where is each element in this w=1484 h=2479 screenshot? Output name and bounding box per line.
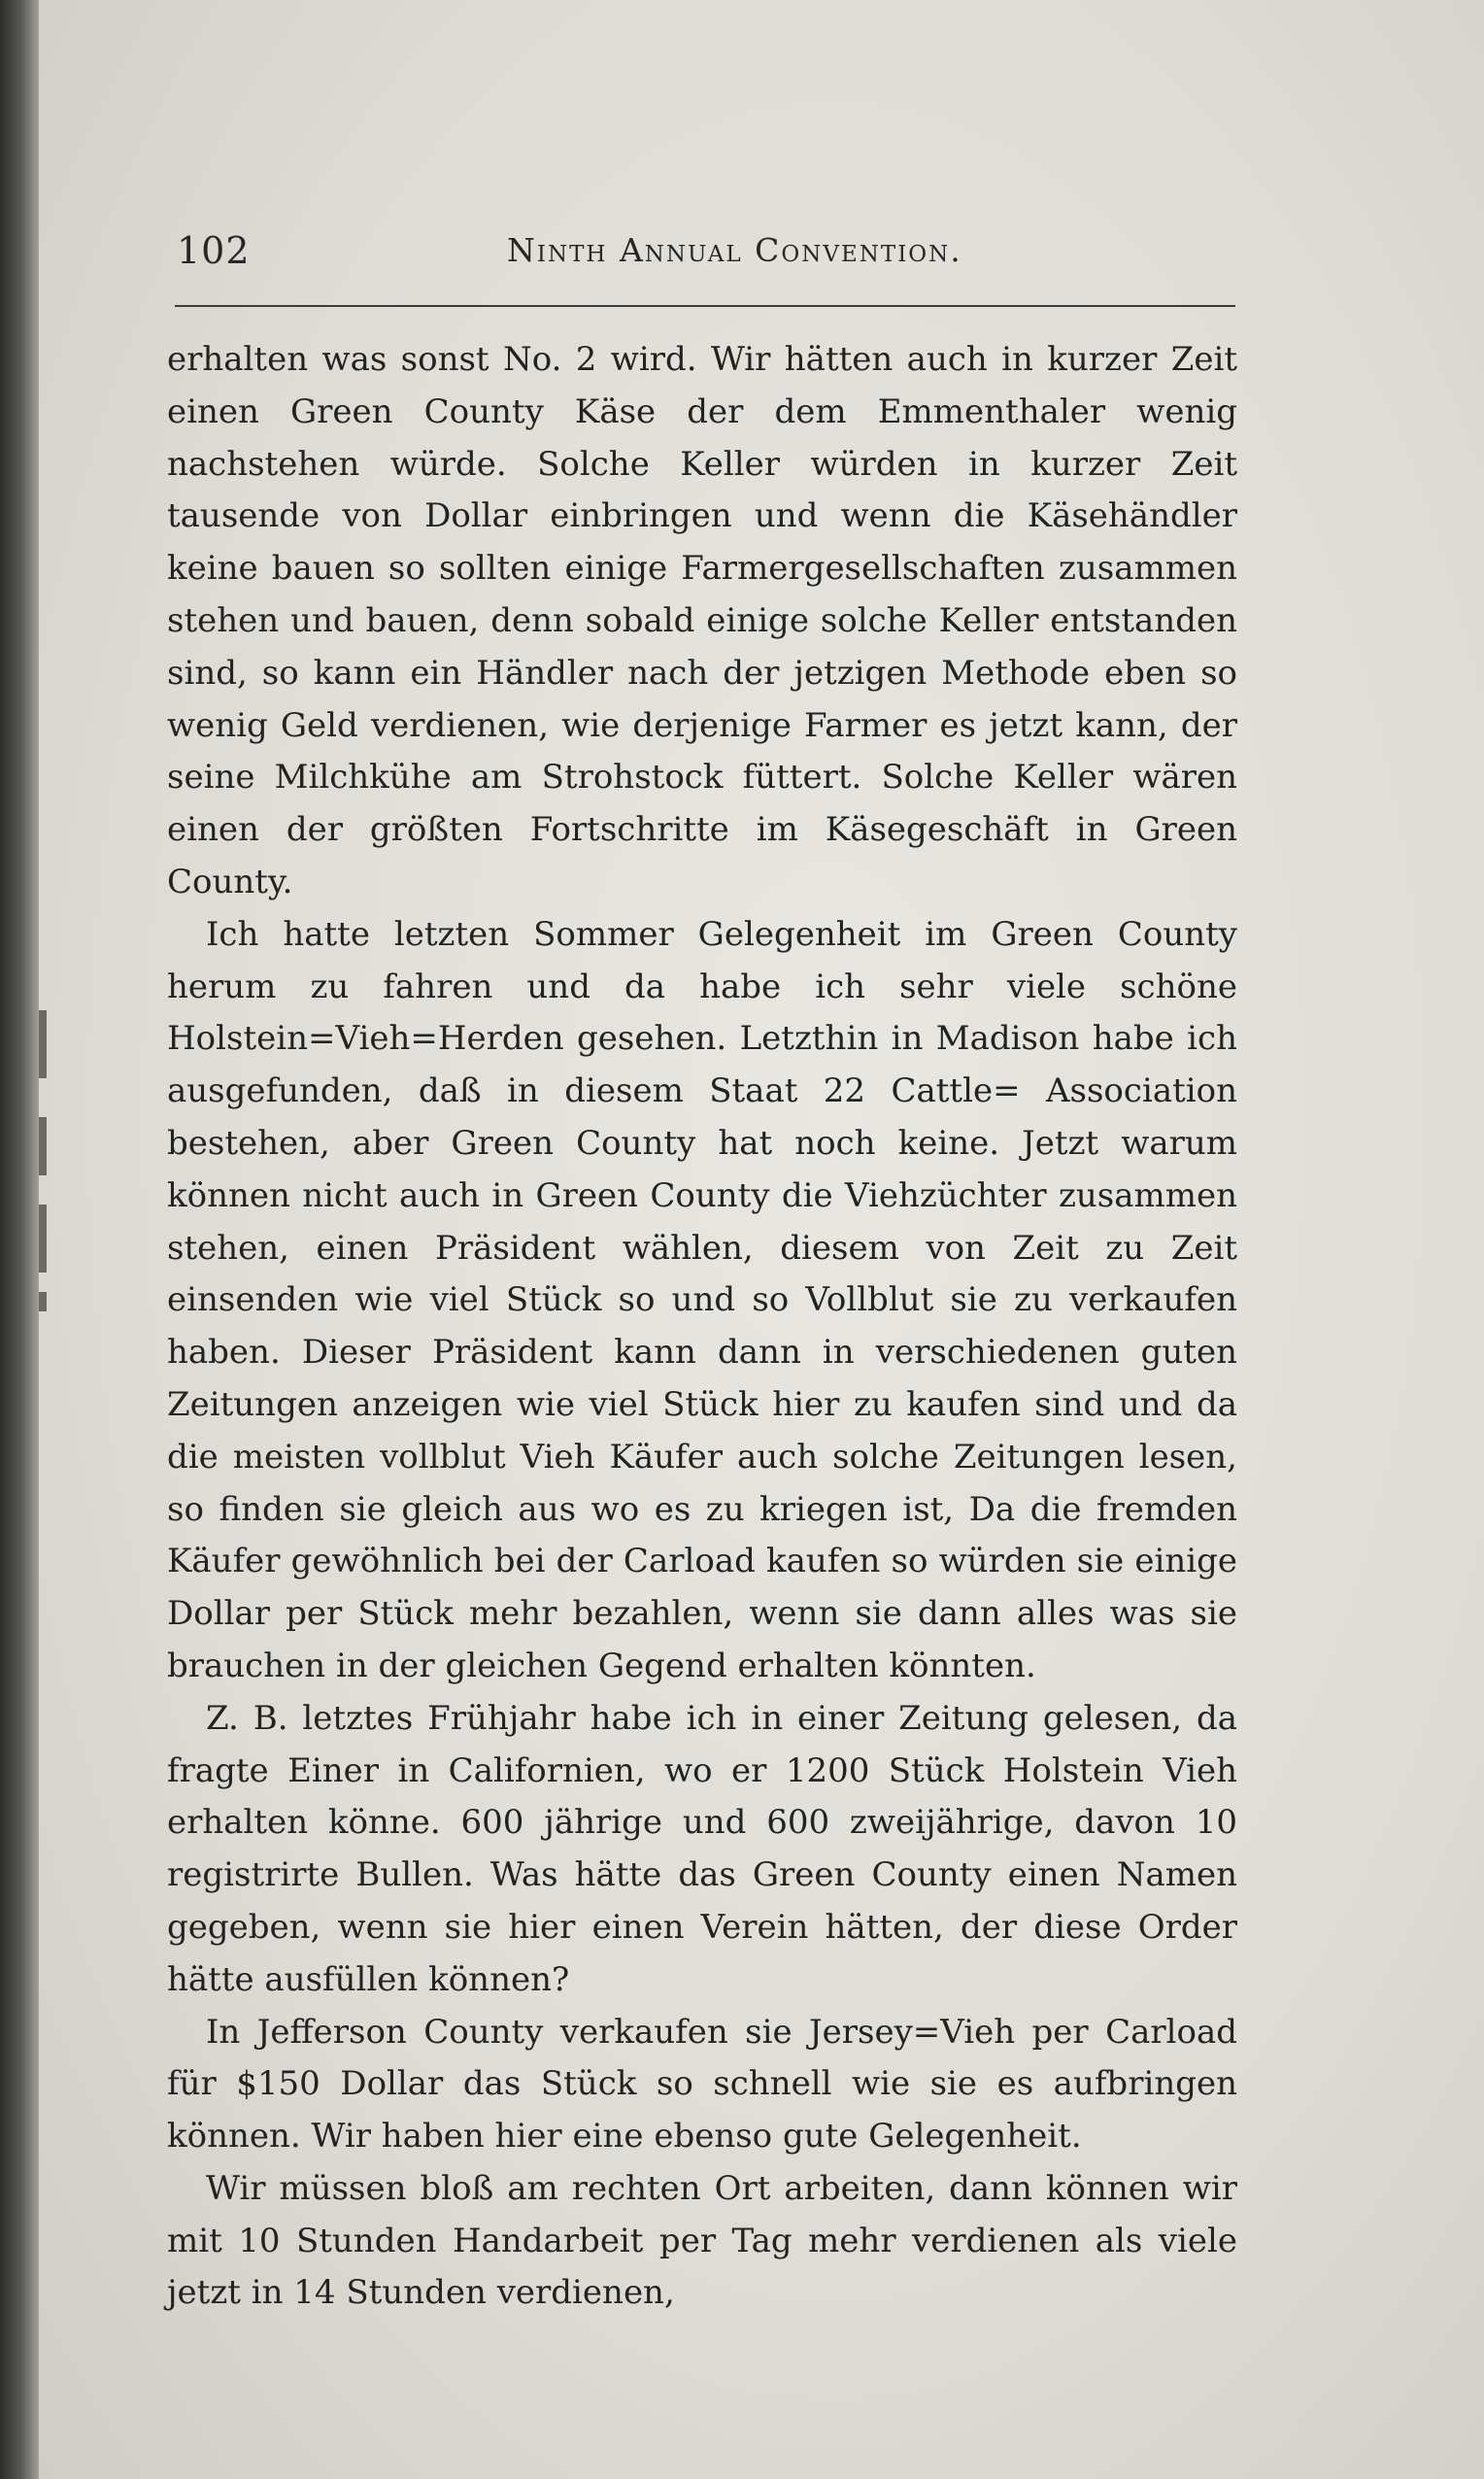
header-rule — [175, 305, 1235, 307]
margin-mark — [39, 1292, 47, 1311]
page-number: 102 — [177, 229, 251, 272]
margin-mark — [39, 1117, 47, 1175]
book-binding-edge — [0, 0, 39, 2479]
paragraph: Wir müssen bloß am rechten Ort arbeiten, dann können wir mit 10 Stunden Handarbeit per Tag mehr verdienen als viele jetzt in 14 Stunden verdienen, — [167, 2168, 1237, 2313]
paragraph: erhalten was sonst No. 2 wird. Wir hätten auch in kurzer Zeit einen Green County Käse der dem Emmenthaler wenig nachstehen würde. Solche Keller würden in kurzer Zeit tausende von Dollar einbringen und wenn die Käsehändler keine bauen so sollten einige Farmergesellschaften zusammen stehen und bauen, denn sobald einige solche Keller entstanden sind, so kann ein Händler nach der jetzigen Methode eben so wenig Geld verdienen, wie derjenige Farmer es jetzt kann, der seine Milchkühe am Strohstock füttert. Solche Keller wären einen der größten Fortschritte im Käsegeschäft in Green County. — [167, 340, 1237, 901]
margin-mark — [39, 1010, 47, 1078]
page-header — [177, 229, 1235, 288]
paragraph: Ich hatte letzten Sommer Gelegenheit im Green County herum zu fahren und da habe ich sehr viele schöne Holstein=Vieh=Herden gesehen. Letzthin in Madison habe ich ausgefunden, daß in diesem Staat 22 Cattle= Association bestehen, aber Green County hat noch keine. Jetzt warum können nicht auch in Green County die Viehzüchter zusammen stehen, einen Präsident wählen, diesem von Zeit zu Zeit einsenden wie viel Stück so und so Vollblut sie zu verkaufen haben. Dieser Präsident kann dann in verschiedenen guten Zeitungen anzeigen wie viel Stück hier zu kaufen sind und da die meisten vollblut Vieh Käufer auch solche Zeitungen lesen, so finden sie gleich aus wo es zu kriegen ist, Da die fremden Käufer gewöhnlich bei der Carload kaufen so würden sie einige Dollar per Stück mehr bezahlen, wenn sie dann alles was sie brauchen in der gleichen Gegend erhalten könnten. — [167, 914, 1237, 1685]
page-body — [167, 334, 1237, 2320]
margin-mark — [39, 1205, 47, 1273]
running-title: Ninth Annual Convention. — [507, 231, 962, 269]
paragraph: Z. B. letztes Frühjahr habe ich in einer Zeitung gelesen, da fragte Einer in Californien, wo er 1200 Stück Holstein Vieh erhalten könne. 600 jährige und 600 zweijährige, davon 10 registrirte Bullen. Was hätte das Green County einen Namen gegeben, wenn sie hier einen Verein hätten, der diese Order hätte ausfüllen können? — [167, 1698, 1237, 1999]
paragraph: In Jefferson County verkaufen sie Jersey=Vieh per Carload für $150 Dollar das Stück so schnell wie sie es aufbringen können. Wir haben hier eine ebenso gute Gelegenheit. — [167, 2012, 1237, 2156]
